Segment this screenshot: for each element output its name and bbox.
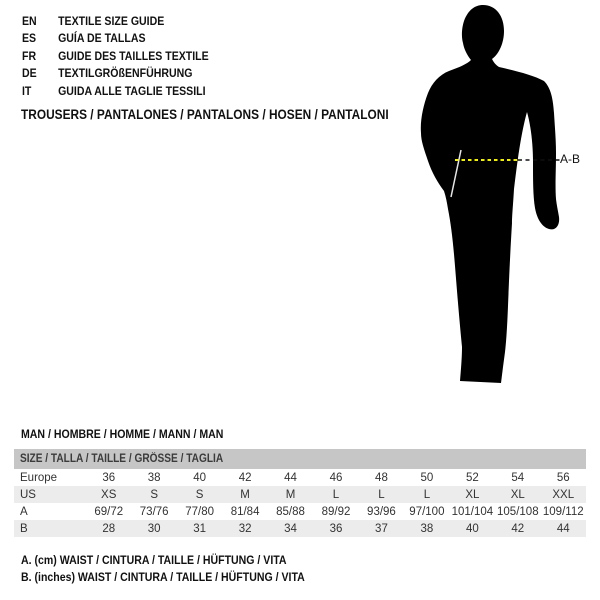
table-cell: XL xyxy=(465,488,480,501)
table-cell: 52 xyxy=(465,471,479,484)
table-cell: XXL xyxy=(552,488,575,501)
footnotes xyxy=(21,553,343,587)
language-code: ES xyxy=(22,31,37,46)
table-cell: 40 xyxy=(465,522,479,535)
table-cell: 77/80 xyxy=(185,505,215,518)
language-label: TEXTILE SIZE GUIDE xyxy=(58,13,165,28)
table-cell: 56 xyxy=(556,471,570,484)
table-cell: 42 xyxy=(238,471,252,484)
table-cell: L xyxy=(332,488,340,501)
language-label: GUIDA ALLE TAGLIE TESSILI xyxy=(58,83,206,98)
size-table-header: SIZE / TALLA / TAILLE / GRÖSSE / TAGLIA xyxy=(14,449,586,469)
table-cell: 36 xyxy=(102,471,116,484)
table-cell: S xyxy=(195,488,204,501)
table-cell: 38 xyxy=(420,522,434,535)
row-label: Europe xyxy=(20,471,58,484)
man-silhouette-figure xyxy=(420,0,600,395)
language-row xyxy=(22,82,234,100)
table-cell: L xyxy=(423,488,431,501)
footnote-a: A. (cm) WAIST / CINTURA / TAILLE / HÜFTUNG / VITA xyxy=(21,553,287,567)
table-cell: XS xyxy=(101,488,117,501)
table-cell: 89/92 xyxy=(321,505,351,518)
row-label: B xyxy=(20,522,28,535)
measure-label: A-B xyxy=(560,152,581,166)
garment-title: TROUSERS / PANTALONES / PANTALONS / HOSEN / PANTALONI xyxy=(21,107,389,122)
table-cell: S xyxy=(150,488,159,501)
table-cell: 81/84 xyxy=(230,505,260,518)
table-cell: 44 xyxy=(284,471,297,484)
table-cell: 109/112 xyxy=(542,505,584,518)
section-title: MAN / HOMBRE / HOMME / MANN / MAN xyxy=(21,427,224,441)
language-row xyxy=(22,12,234,30)
language-row xyxy=(22,47,234,65)
language-code: DE xyxy=(22,66,37,81)
table-cell: 34 xyxy=(284,522,297,535)
table-row xyxy=(14,503,586,520)
table-row xyxy=(14,486,586,503)
language-legend xyxy=(22,12,234,100)
table-cell: 69/72 xyxy=(94,505,124,518)
table-cell: 97/100 xyxy=(409,505,445,518)
row-label: US xyxy=(20,488,36,501)
table-cell: M xyxy=(285,488,296,501)
language-label: GUIDE DES TAILLES TEXTILE xyxy=(58,48,209,63)
table-cell: 31 xyxy=(193,522,207,535)
table-cell: 42 xyxy=(511,522,525,535)
table-cell: 37 xyxy=(375,522,388,535)
language-label: GUÍA DE TALLAS xyxy=(58,31,146,46)
table-cell: 93/96 xyxy=(367,505,396,518)
man-silhouette xyxy=(421,5,559,383)
language-row xyxy=(22,30,234,48)
footnote-b: B. (inches) WAIST / CINTURA / TAILLE / HÜFTUNG / VITA xyxy=(21,570,305,584)
size-table-body xyxy=(14,469,586,537)
table-cell: 105/108 xyxy=(497,505,539,518)
table-cell: 48 xyxy=(375,471,388,484)
table-cell: 101/104 xyxy=(451,505,494,518)
language-code: IT xyxy=(22,83,32,98)
table-cell: 28 xyxy=(102,522,116,535)
table-cell: 40 xyxy=(193,471,207,484)
table-cell: 50 xyxy=(420,471,434,484)
table-cell: 36 xyxy=(329,522,343,535)
table-row xyxy=(14,520,586,537)
table-row xyxy=(14,469,586,486)
table-cell: 54 xyxy=(511,471,525,484)
table-cell: M xyxy=(240,488,250,501)
table-cell: 73/76 xyxy=(139,505,169,518)
table-cell: 32 xyxy=(238,522,252,535)
table-cell: 38 xyxy=(147,471,161,484)
language-label: TEXTILGRÖßENFÜHRUNG xyxy=(58,66,193,81)
table-cell: L xyxy=(378,488,385,501)
size-table xyxy=(14,449,586,537)
table-cell: 85/88 xyxy=(276,505,305,518)
table-cell: XL xyxy=(510,488,525,501)
table-cell: 30 xyxy=(147,522,161,535)
row-label: A xyxy=(20,505,28,518)
language-code: FR xyxy=(22,48,37,63)
language-code: EN xyxy=(22,13,37,28)
table-cell: 44 xyxy=(556,522,570,535)
language-row xyxy=(22,65,234,83)
table-cell: 46 xyxy=(329,471,343,484)
